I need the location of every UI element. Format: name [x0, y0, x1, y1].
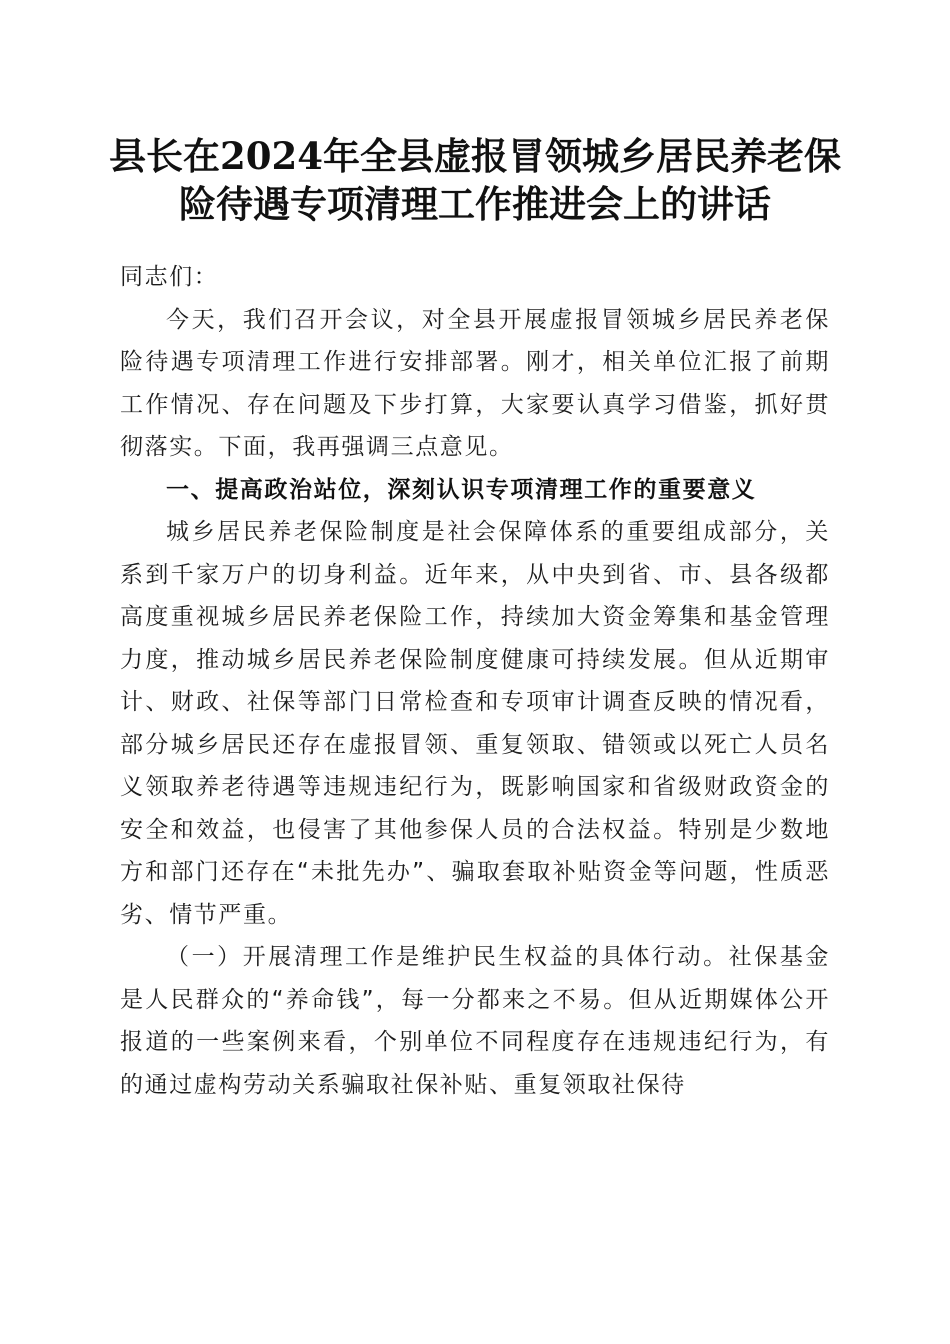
subsection-1-paragraph: （一）开展清理工作是维护民生权益的具体行动。社保基金是人民群众的“养命钱”，每一分都来之不易。但从近期媒体公开报道的一些案例来看，个别单位不同程度存在违规违纪行为，有的通过虚构劳动关系骗取社保补贴、重复领取社保待	[120, 944, 830, 1098]
section-heading-1: 一、提高政治站位，深刻认识专项清理工作的重要意义	[166, 476, 757, 503]
document-body	[120, 256, 830, 1106]
intro-paragraph: 今天，我们召开会议，对全县开展虚报冒领城乡居民养老保险待遇专项清理工作进行安排部署。刚才，相关单位汇报了前期工作情况、存在问题及下步打算，大家要认真学习借鉴，抓好贯彻落实。下面，我再强调三点意见。	[120, 306, 830, 460]
section-1-paragraph: 城乡居民养老保险制度是社会保障体系的重要组成部分，关系到千家万户的切身利益。近年来，从中央到省、市、县各级都高度重视城乡居民养老保险工作，持续加大资金筹集和基金管理力度，推动城乡居民养老保险制度健康可持续发展。但从近期审计、财政、社保等部门日常检查和专项审计调查反映的情况看，部分城乡居民还存在虚报冒领、重复领取、错领或以死亡人员名义领取养老待遇等违规违纪行为，既影响国家和省级财政资金的安全和效益，也侵害了其他参保人员的合法权益。特别是少数地方和部门还存在“未批先办”、骗取套取补贴资金等问题，性质恶劣、情节严重。	[120, 519, 830, 928]
document-title: 县长在2024年全县虚报冒领城乡居民养老保险待遇专项清理工作推进会上的讲话	[109, 134, 841, 226]
salutation: 同志们：	[120, 264, 219, 290]
